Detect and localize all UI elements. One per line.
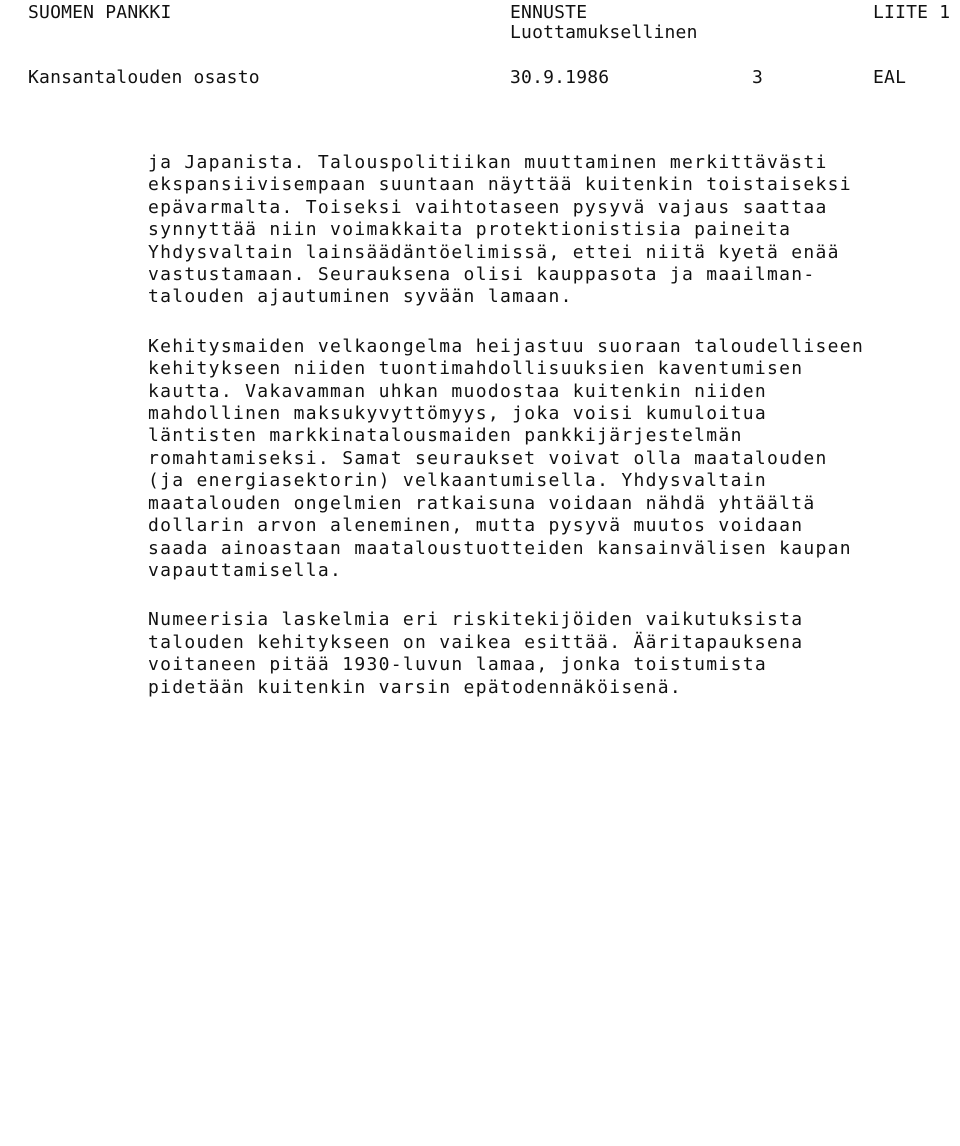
- text-line: kehitykseen niiden tuontimahdollisuuksien kaventumisen: [148, 358, 804, 380]
- text-line: ja Japanista. Talouspolitiikan muuttaminen merkittävästi: [148, 152, 828, 173]
- body-text: [148, 152, 948, 726]
- text-line: epävarmalta. Toiseksi vaihtotaseen pysyvä vajaus saattaa: [148, 196, 828, 218]
- text-line: synnyttää niin voimakkaita protektionistisia paineita: [148, 219, 792, 241]
- header-classification: Luottamuksellinen: [510, 22, 698, 43]
- paragraph: [148, 152, 948, 309]
- paragraph: [148, 336, 948, 582]
- text-line: dollarin arvon aleneminen, mutta pysyvä muutos voidaan: [148, 515, 804, 537]
- text-line: vastustamaan. Seurauksena olisi kauppasota ja maailman-: [148, 264, 816, 286]
- text-line: saada ainoastaan maataloustuotteiden kansainvälisen kaupan: [148, 537, 852, 559]
- text-line: pidetään kuitenkin varsin epätodennäköisenä.: [148, 676, 683, 698]
- paragraph: [148, 609, 948, 699]
- header-initials: EAL: [873, 67, 907, 88]
- text-line: Kehitysmaiden velkaongelma heijastuu suoraan taloudelliseen: [148, 335, 865, 357]
- text-line: romahtamiseksi. Samat seuraukset voivat olla maatalouden: [148, 447, 828, 469]
- header-annex: LIITE 1: [873, 2, 951, 23]
- text-line: Yhdysvaltain lainsäädäntöelimissä, ettei niitä kyetä enää: [148, 241, 840, 263]
- text-line: kautta. Vakavamman uhkan muodostaa kuitenkin niiden: [148, 380, 767, 402]
- header-doc-type: ENNUSTE: [510, 2, 588, 23]
- text-line: ekspansiivisempaan suuntaan näyttää kuitenkin toistaiseksi: [148, 174, 852, 196]
- text-line: vapauttamisella.: [148, 559, 343, 581]
- text-line: voitaneen pitää 1930-luvun lamaa, jonka toistumista: [148, 654, 767, 676]
- text-line: talouden ajautuminen syvään lamaan.: [148, 286, 573, 308]
- text-line: (ja energiasektorin) velkaantumisella. Yhdysvaltain: [148, 470, 767, 492]
- header-page-number: 3: [752, 67, 764, 88]
- text-line: Numeerisia laskelmia eri riskitekijöiden vaikutuksista: [148, 609, 804, 631]
- text-line: talouden kehitykseen on vaikea esittää. Ääritapauksena: [148, 631, 804, 653]
- header-organization: SUOMEN PANKKI: [28, 2, 172, 23]
- text-line: läntisten markkinatalousmaiden pankkijärjestelmän: [148, 425, 743, 447]
- header-department: Kansantalouden osasto: [28, 67, 260, 88]
- header-date: 30.9.1986: [510, 67, 610, 88]
- text-line: maatalouden ongelmien ratkaisuna voidaan nähdä yhtäältä: [148, 492, 816, 514]
- text-line: mahdollinen maksukyvyttömyys, joka voisi kumuloitua: [148, 403, 767, 425]
